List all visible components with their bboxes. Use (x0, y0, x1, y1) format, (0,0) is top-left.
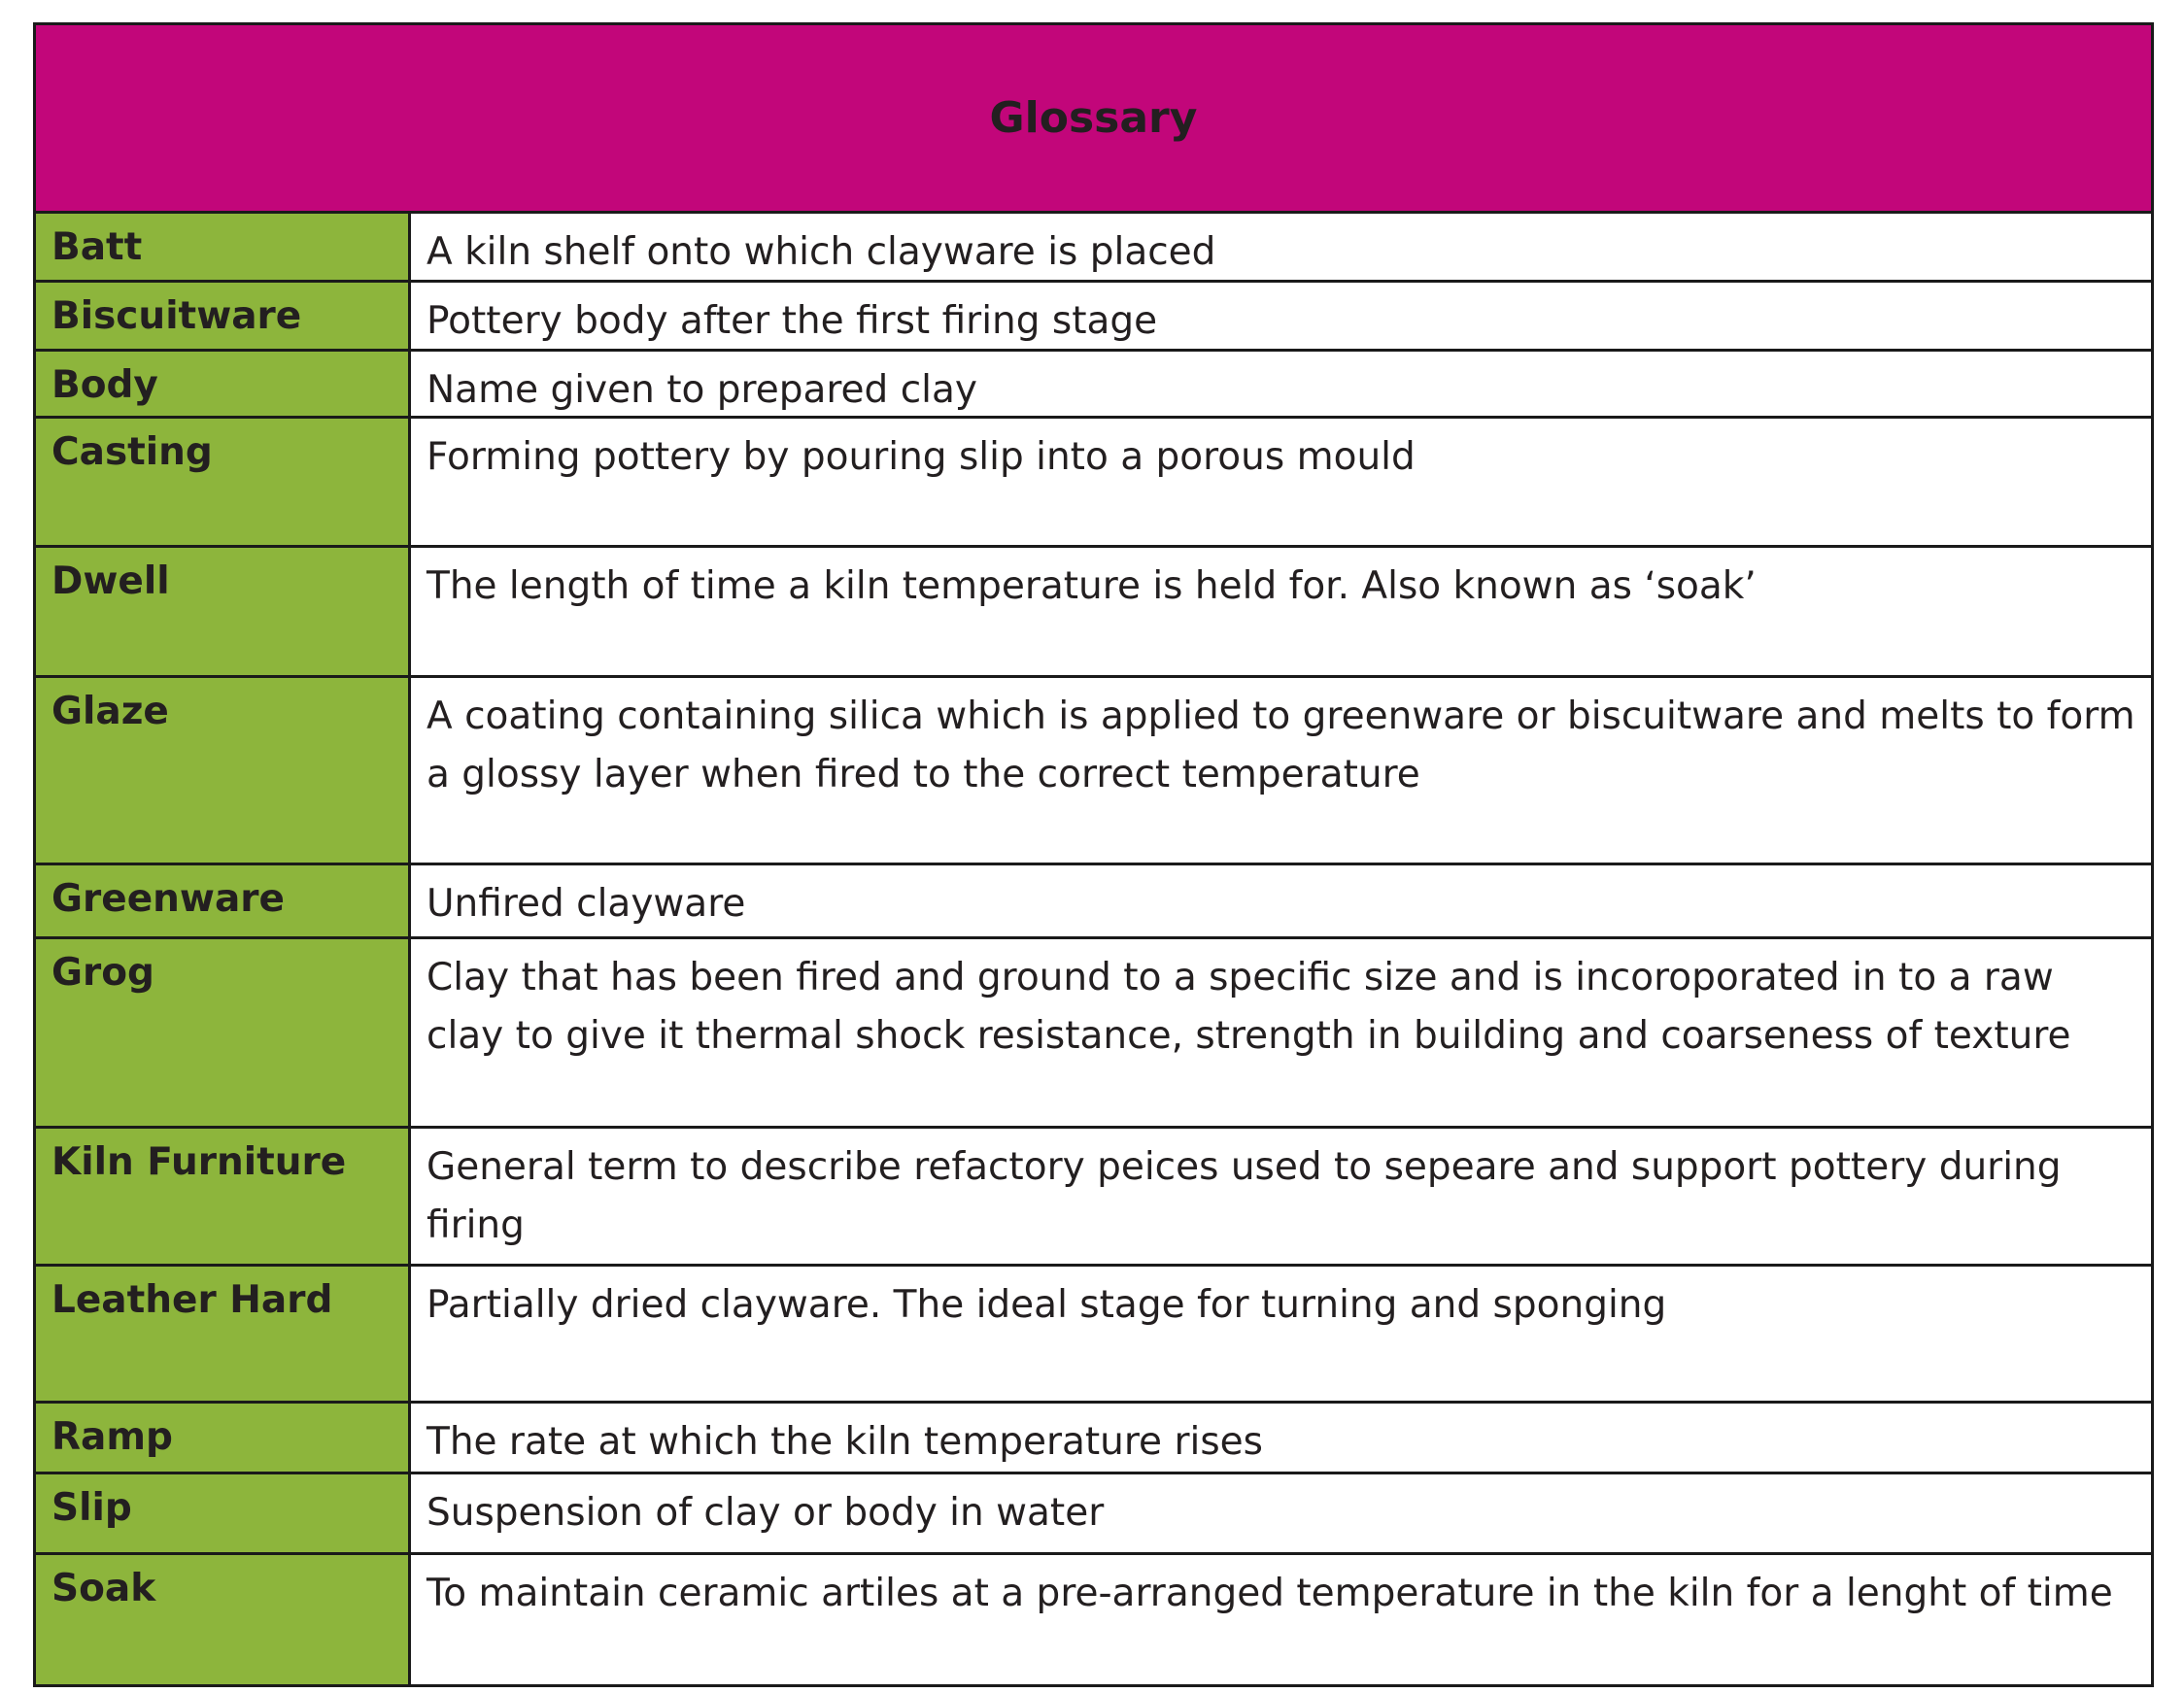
term-cell: Biscuitware (36, 283, 411, 349)
glossary-header (36, 25, 2151, 214)
definition-cell: Clay that has been fired and ground to a specific size and is incoroporated in to a raw clay to give it thermal shock resistance, strength in building and coarseness of texture (411, 939, 2151, 1126)
table-row (36, 283, 2151, 352)
table-row (36, 1555, 2151, 1684)
definition-cell: Forming pottery by pouring slip into a porous mould (411, 419, 2151, 545)
definition-cell: A coating containing silica which is applied to greenware or biscuitware and melts to form a glossy layer when fired to the correct temperature (411, 678, 2151, 863)
table-row (36, 678, 2151, 865)
glossary-table (33, 22, 2154, 1687)
term-cell: Glaze (36, 678, 411, 863)
table-row (36, 865, 2151, 939)
table-row (36, 939, 2151, 1129)
term-cell: Kiln Furniture (36, 1129, 411, 1264)
glossary-title: Glossary (989, 93, 1198, 143)
table-row (36, 1474, 2151, 1555)
term-cell: Dwell (36, 548, 411, 675)
table-row (36, 352, 2151, 419)
table-row (36, 1129, 2151, 1267)
term-cell: Casting (36, 419, 411, 545)
table-row (36, 548, 2151, 678)
table-row (36, 1404, 2151, 1474)
term-cell: Soak (36, 1555, 411, 1684)
table-row (36, 214, 2151, 283)
term-cell: Body (36, 352, 411, 416)
term-cell: Greenware (36, 865, 411, 936)
table-row (36, 419, 2151, 548)
definition-cell: Partially dried clayware. The ideal stage for turning and sponging (411, 1267, 2151, 1401)
definition-cell: Unfired clayware (411, 865, 2151, 936)
definition-cell: The rate at which the kiln temperature rises (411, 1404, 2151, 1472)
term-cell: Leather Hard (36, 1267, 411, 1401)
definition-cell: Suspension of clay or body in water (411, 1474, 2151, 1552)
table-row (36, 1267, 2151, 1404)
term-cell: Batt (36, 214, 411, 280)
definition-cell: The length of time a kiln temperature is held for. Also known as ‘soak’ (411, 548, 2151, 675)
definition-cell: A kiln shelf onto which clayware is placed (411, 214, 2151, 280)
term-cell: Slip (36, 1474, 411, 1552)
definition-cell: Name given to prepared clay (411, 352, 2151, 416)
definition-cell: Pottery body after the first firing stage (411, 283, 2151, 349)
definition-cell: To maintain ceramic artiles at a pre-arranged temperature in the kiln for a lenght of time (411, 1555, 2151, 1684)
term-cell: Ramp (36, 1404, 411, 1472)
term-cell: Grog (36, 939, 411, 1126)
definition-cell: General term to describe refactory peices used to sepeare and support pottery during firing (411, 1129, 2151, 1264)
